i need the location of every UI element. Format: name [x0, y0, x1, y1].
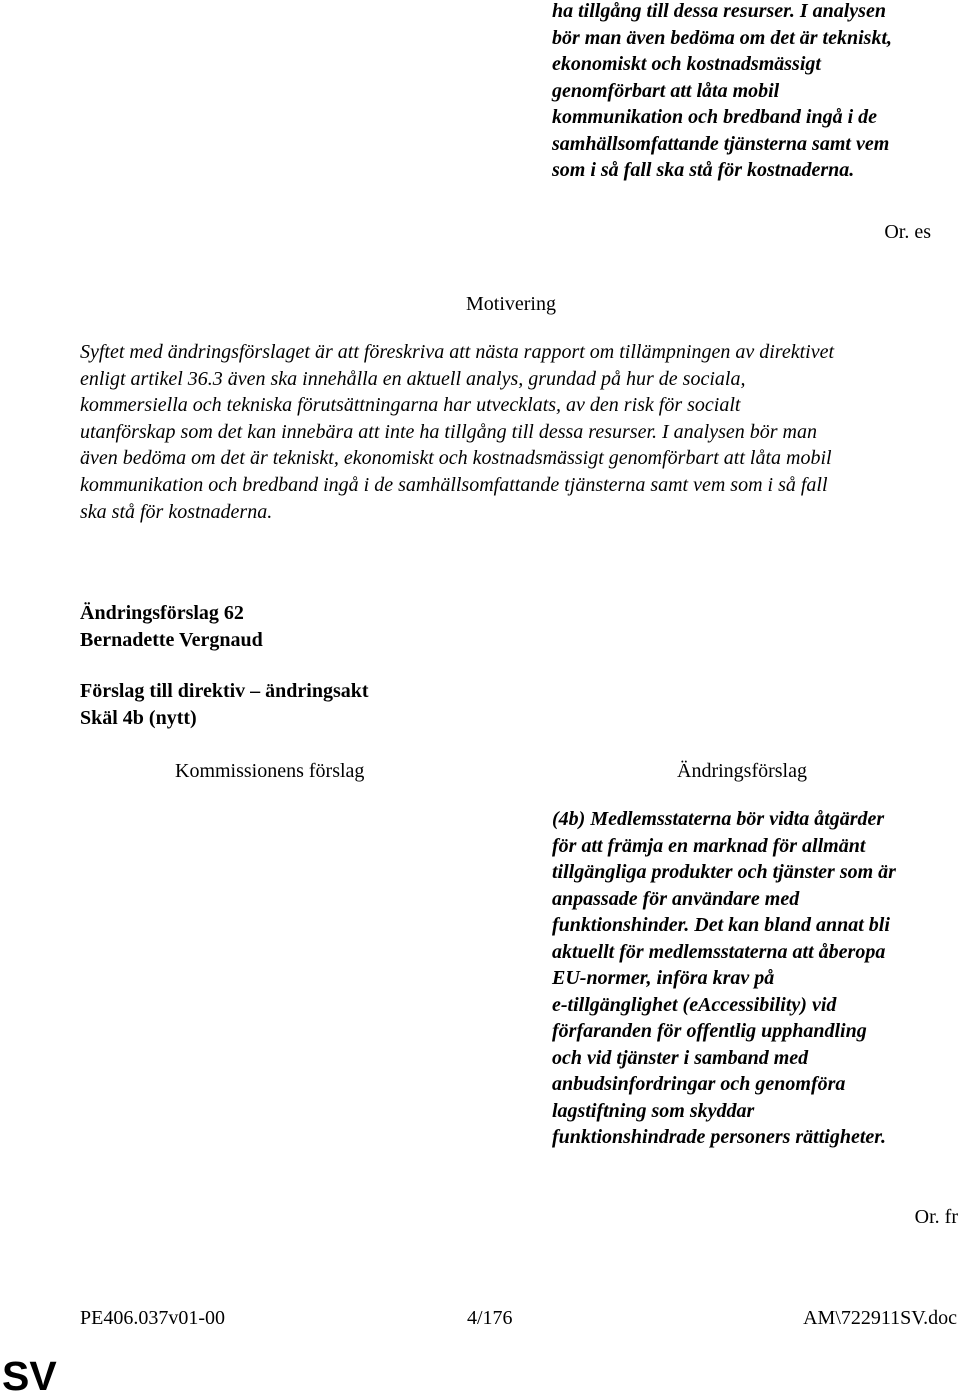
text-line: e-tillgänglighet (eAccessibility) vid — [552, 993, 837, 1016]
column-heading-amendment: Ändringsförslag — [677, 760, 807, 782]
text-line: förfaranden för offentlig upphandling — [552, 1020, 867, 1042]
text-line: tillgängliga produkter och tjänster som är — [552, 861, 896, 883]
text-line: enligt artikel 36.3 även ska innehålla en aktuell analys, grundad på hur de sociala, — [80, 367, 746, 390]
footer-page-number: 4/176 — [467, 1307, 513, 1329]
text-line: EU-normer, införa krav på — [552, 967, 775, 989]
text-line: även bedöma om det är tekniskt, ekonomiskt och kostnadsmässigt genomförbart att låta mobil — [80, 447, 832, 470]
justification-heading: Motivering — [466, 293, 556, 315]
text-line: och vid tjänster i samband med — [552, 1046, 809, 1069]
text-line: bör man även bedöma om det är tekniskt, — [552, 26, 892, 49]
column-heading-commission: Kommissionens förslag — [175, 760, 365, 782]
previous-amendment-text — [552, 0, 952, 184]
text-line: ekonomiskt och kostnadsmässigt — [552, 53, 821, 75]
text-line: för att främja en marknad för allmänt — [552, 834, 866, 857]
text-line: anbudsinfordringar och genomföra — [552, 1073, 846, 1095]
text-line: ha tillgång till dessa resurser. I analysen — [552, 0, 886, 22]
text-line: kommunikation och bredband ingå i de — [552, 106, 878, 128]
text-line: lagstiftning som skyddar — [552, 1099, 755, 1122]
origin-language-es: Or. es — [884, 221, 931, 243]
text-line: funktionshinder. Det kan bland annat bli — [552, 914, 890, 936]
footer-file-reference: AM\722911SV.doc — [803, 1307, 957, 1329]
text-line: Syftet med ändringsförslaget är att föreskriva att nästa rapport om tillämpningen av direktivet — [80, 341, 835, 363]
text-line: kommersiella och tekniska förutsättningarna har utvecklats, av den risk för socialt — [80, 394, 741, 417]
text-line: funktionshindrade personers rättigheter. — [552, 1126, 886, 1148]
justification-text — [80, 339, 960, 525]
article-reference: Skäl 4b (nytt) — [80, 706, 197, 729]
text-line: utanförskap som det kan innebära att inte ha tillgång till dessa resurser. I analysen bör man — [80, 420, 818, 443]
document-reference: Förslag till direktiv – ändringsakt — [80, 680, 369, 702]
text-line: (4b) Medlemsstaterna bör vidta åtgärder — [552, 808, 885, 830]
amendment-reference — [80, 678, 369, 731]
amendment-number: Ändringsförslag 62 — [80, 602, 244, 624]
text-line: genomförbart att låta mobil — [552, 79, 780, 102]
text-line: samhällsomfattande tjänsterna samt vem — [552, 132, 890, 155]
amendment-header — [80, 600, 263, 653]
text-line: kommunikation och bredband ingå i de samhällsomfattande tjänsterna samt vem som i så fall — [80, 473, 828, 496]
amendment-text — [552, 806, 952, 1151]
origin-language-fr: Or. fr — [914, 1206, 958, 1228]
text-line: aktuellt för medlemsstaterna att åberopa — [552, 940, 886, 963]
footer-document-reference: PE406.037v01-00 — [80, 1307, 225, 1329]
text-line: anpassade för användare med — [552, 887, 800, 910]
language-code: SV — [2, 1353, 57, 1399]
text-line: ska stå för kostnaderna. — [80, 500, 273, 523]
amendment-author: Bernadette Vergnaud — [80, 628, 263, 651]
text-line: som i så fall ska stå för kostnaderna. — [552, 159, 855, 181]
